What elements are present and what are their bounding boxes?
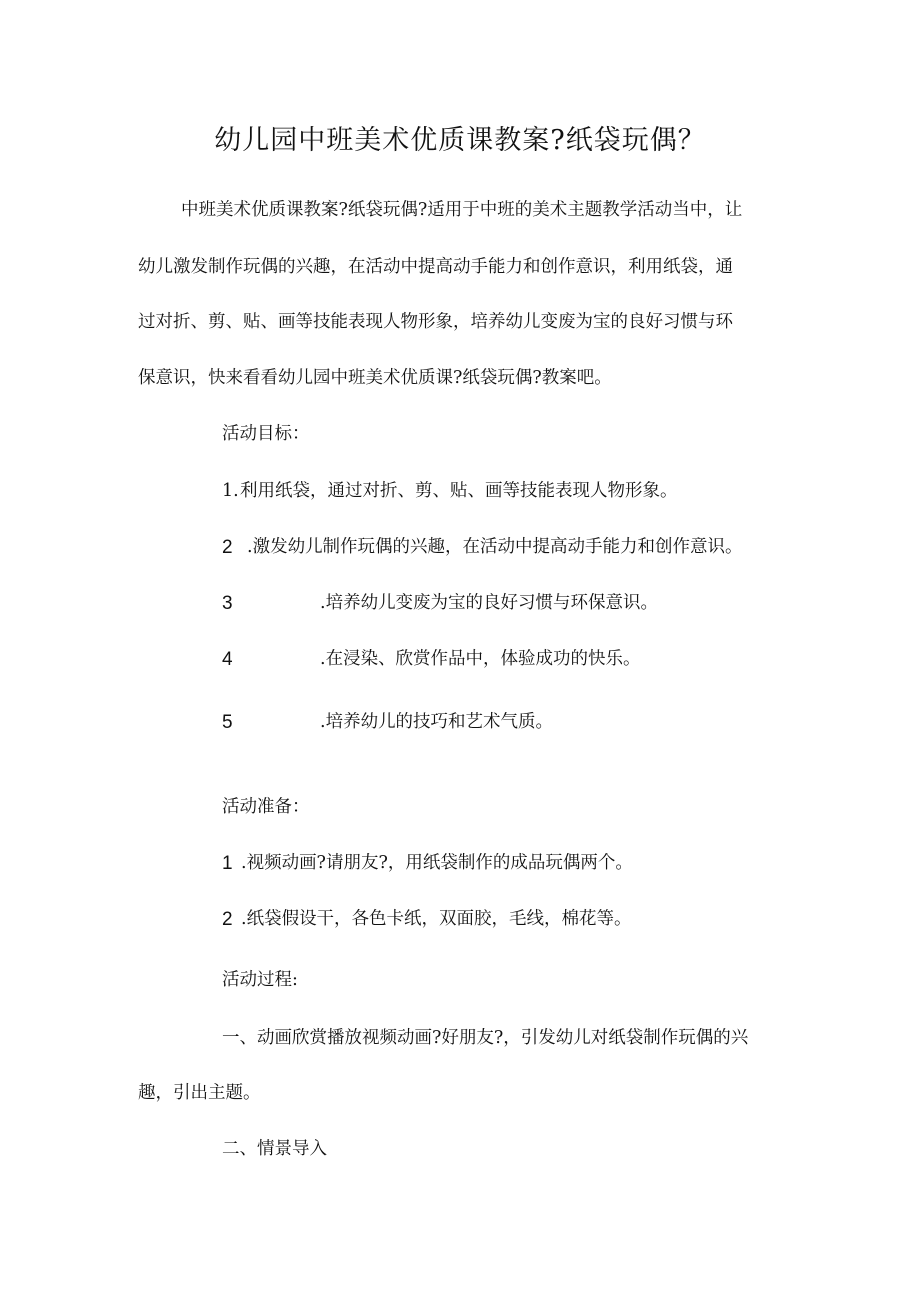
goal-1-number: 1. [222,481,239,501]
goal-1-text: 利用纸袋，通过对折、剪、贴、画等技能表现人物形象。 [240,481,678,501]
goal-4-number: 4 [222,649,233,670]
process-step2-heading: 二、情景导入 [222,1139,327,1159]
prep-heading: 活动准备： [222,797,310,817]
goals-heading: 活动目标： [222,424,310,444]
prep-1-number: 1 [222,853,233,874]
intro-line-2: 幼儿激发制作玩偶的兴趣，在活动中提高动手能力和创作意识，利用纸袋，通 [138,257,733,277]
goal-5-number: 5 [222,712,233,733]
process-step1-line-1: 一、动画欣赏播放视频动画?好朋友?，引发幼儿对纸袋制作玩偶的兴 [222,1028,749,1048]
goal-2-text: .激发幼儿制作玩偶的兴趣，在活动中提高动手能力和创作意识。 [247,537,743,557]
goal-3-text: .培养幼儿变废为宝的良好习惯与环保意识。 [320,593,659,613]
goal-3-number: 3 [222,593,233,614]
prep-2-text: .纸袋假设干，各色卡纸，双面胶，毛线，棉花等。 [241,909,632,929]
process-heading: 活动过程: [222,970,298,990]
goal-2-number: 2 [222,537,233,558]
prep-1-text: .视频动画?请朋友?，用纸袋制作的成品玩偶两个。 [241,853,633,873]
prep-2-number: 2 [222,909,233,930]
intro-line-4: 保意识，快来看看幼儿园中班美术优质课?纸袋玩偶?教案吧。 [138,368,612,388]
document-title: 幼儿园中班美术优质课教案?纸袋玩偶？ [214,125,706,156]
intro-line-3: 过对折、剪、贴、画等技能表现人物形象，培养幼儿变废为宝的良好习惯与环 [138,312,733,332]
goal-4-text: .在浸染、欣赏作品中，体验成功的快乐。 [320,649,641,669]
process-step1-line-2: 趣，引出主题。 [138,1083,261,1103]
intro-line-1: 中班美术优质课教案?纸袋玩偶?适用于中班的美术主题教学活动当中，让 [181,200,743,220]
goal-5-text: .培养幼儿的技巧和艺术气质。 [320,712,554,732]
